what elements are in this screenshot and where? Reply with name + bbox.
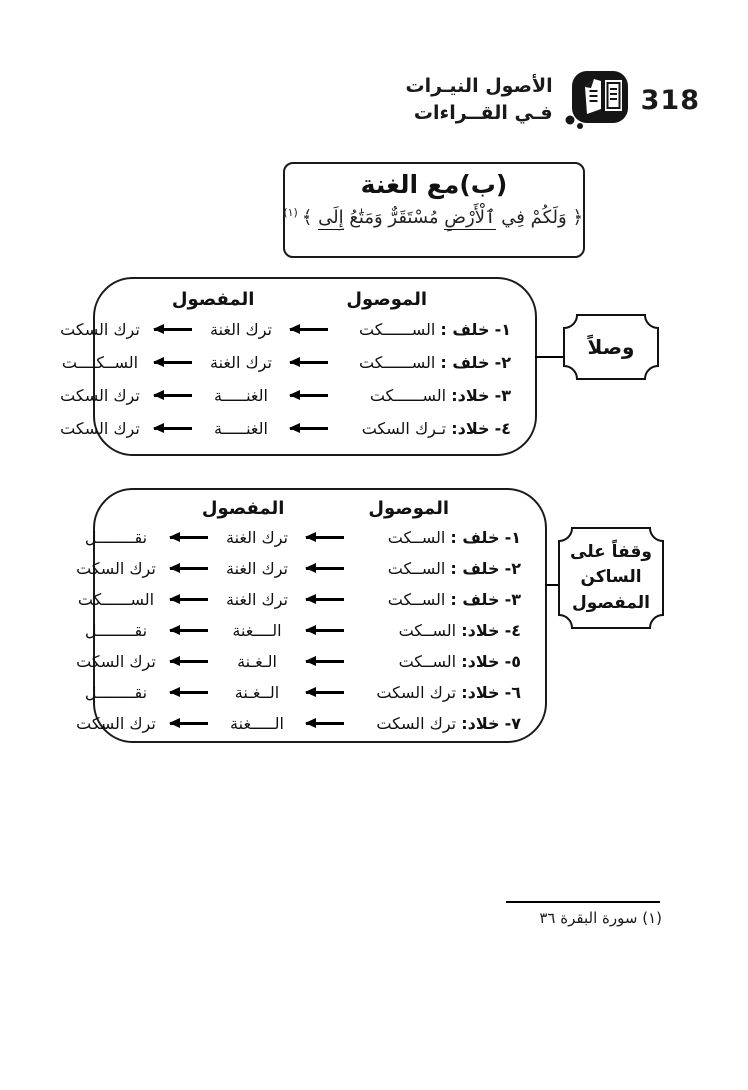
left-arrow-icon xyxy=(154,328,192,330)
left-arrow-icon xyxy=(154,361,192,363)
connected-term: الســكت xyxy=(387,528,446,547)
reader-name: خلف : xyxy=(440,320,490,339)
rule-row xyxy=(84,522,521,553)
separated-term: ترك السكت xyxy=(76,714,156,733)
connected-term: ترك السكت xyxy=(376,683,457,702)
rule-row xyxy=(61,346,511,379)
section-title-box xyxy=(283,162,585,258)
header-connected: الموصول xyxy=(368,498,449,519)
row-label-and-first-term xyxy=(351,714,521,733)
separated-term: نقــــــــل xyxy=(84,528,148,547)
separated-term: ترك السكت xyxy=(76,559,156,578)
connected-term: الســكت xyxy=(387,559,446,578)
row-label-and-first-term xyxy=(351,621,521,640)
row-label-and-first-term xyxy=(351,559,521,578)
separated-term: الســكــــت xyxy=(61,353,139,372)
row-number: ٣- xyxy=(494,386,511,405)
reader-name: خلاد: xyxy=(451,386,490,405)
separated-term: نقــــــــل xyxy=(84,621,148,640)
separated-term: ترك السكت xyxy=(60,320,140,339)
rule-row xyxy=(60,313,511,346)
row-number: ٧- xyxy=(504,714,521,733)
ghunnah-term: الـغـنة xyxy=(237,652,277,671)
ghunnah-term: ترك الغنة xyxy=(210,320,272,339)
page-header xyxy=(406,70,701,130)
left-arrow-icon xyxy=(290,361,328,363)
book-title-line2: فـي القــراءات xyxy=(413,102,553,124)
reader-name: خلف : xyxy=(450,559,500,578)
separated-term: ترك السكت xyxy=(76,652,156,671)
header-separated: المفصول xyxy=(171,289,255,310)
footnote-text: (١) سورة البقرة ٣٦ xyxy=(539,909,662,927)
verse-prefix: ﴿ وَلَكُمْ فِي xyxy=(495,207,583,228)
ghunnah-term: الــغـنة xyxy=(234,683,280,702)
rule-rows xyxy=(60,313,511,445)
row-number: ٢- xyxy=(494,353,511,372)
separated-term: ترك السكت xyxy=(60,386,140,405)
wasl-rules-box xyxy=(60,277,537,456)
ghunnah-term: الــــغنة xyxy=(232,621,282,640)
reader-name: خلف : xyxy=(440,353,490,372)
side-label-text xyxy=(563,314,659,380)
reader-name: خلاد: xyxy=(461,683,500,702)
verse-middle: مُسْتَقَرٌّ وَمَتَٰعُ xyxy=(343,207,445,228)
row-label-and-first-term xyxy=(351,683,521,702)
left-arrow-icon xyxy=(290,427,328,429)
row-label-and-first-term xyxy=(351,652,521,671)
left-arrow-icon xyxy=(306,536,344,538)
connected-term: ترك السكت xyxy=(376,714,457,733)
header-connected: الموصول xyxy=(346,289,427,310)
rule-row xyxy=(84,677,521,708)
connector-line xyxy=(535,356,565,358)
rule-row xyxy=(60,379,511,412)
column-headers xyxy=(119,498,521,519)
connected-term: الســــــكت xyxy=(369,386,447,405)
left-arrow-icon xyxy=(170,536,208,538)
header-separated: المفصول xyxy=(201,498,285,519)
connected-term: الســكت xyxy=(398,652,457,671)
side-label-text xyxy=(558,527,664,629)
rule-rows xyxy=(76,522,521,739)
left-arrow-icon xyxy=(290,394,328,396)
row-label-and-first-term xyxy=(351,528,521,547)
book-pages-icon xyxy=(565,70,629,130)
left-arrow-icon xyxy=(170,722,208,724)
reader-name: خلاد: xyxy=(451,419,490,438)
left-arrow-icon xyxy=(306,629,344,631)
section-title: (ب)مع الغنة xyxy=(360,170,508,199)
reader-name: خلف : xyxy=(450,590,500,609)
ghunnah-term: ترك الغنة xyxy=(226,559,288,578)
side-label-waqf xyxy=(558,527,664,629)
left-arrow-icon xyxy=(306,567,344,569)
rule-row xyxy=(84,615,521,646)
row-number: ٤- xyxy=(504,621,521,640)
left-arrow-icon xyxy=(306,660,344,662)
left-arrow-icon xyxy=(170,691,208,693)
connected-term: الســكت xyxy=(398,621,457,640)
connected-term: الســكت xyxy=(387,590,446,609)
page-number: 318 xyxy=(640,84,700,116)
reader-name: خلف : xyxy=(450,528,500,547)
side-label-line: وصلاً xyxy=(587,335,635,359)
left-arrow-icon xyxy=(306,598,344,600)
row-label-and-first-term xyxy=(335,320,511,339)
left-arrow-icon xyxy=(170,629,208,631)
left-arrow-icon xyxy=(290,328,328,330)
ghunnah-term: الغنـــــة xyxy=(214,419,268,438)
reader-name: خلاد: xyxy=(461,652,500,671)
book-title-line1: الأصول النيـرات xyxy=(405,75,553,98)
left-arrow-icon xyxy=(154,427,192,429)
left-arrow-icon xyxy=(306,722,344,724)
book-title xyxy=(406,73,553,126)
left-arrow-icon xyxy=(170,567,208,569)
separated-term: نقــــــــل xyxy=(84,683,148,702)
left-arrow-icon xyxy=(306,691,344,693)
row-number: ٢- xyxy=(504,559,521,578)
rule-row xyxy=(77,584,521,615)
footnote-marker: (١) xyxy=(283,206,298,219)
left-arrow-icon xyxy=(170,598,208,600)
row-number: ٤- xyxy=(494,419,511,438)
waqf-rules-box xyxy=(76,488,547,743)
reader-name: خلاد: xyxy=(461,621,500,640)
row-label-and-first-term xyxy=(351,590,521,609)
rule-row xyxy=(76,553,521,584)
side-label-wasl xyxy=(563,314,659,380)
row-label-and-first-term xyxy=(335,419,511,438)
row-number: ٥- xyxy=(504,652,521,671)
side-label-line: الساكن xyxy=(580,567,642,588)
ghunnah-term: الـــــغنة xyxy=(230,714,284,733)
rule-row xyxy=(76,646,521,677)
rule-row xyxy=(76,708,521,739)
row-label-and-first-term xyxy=(335,386,511,405)
footnote-separator xyxy=(506,901,660,903)
row-number: ٣- xyxy=(504,590,521,609)
verse-suffix: ﴾ xyxy=(301,207,319,228)
side-label-line: وقفاً على xyxy=(570,541,652,562)
quran-verse xyxy=(285,206,583,228)
connected-term: تـرك السكت xyxy=(361,419,447,438)
verse-underlined-word-2: إِلَى xyxy=(318,207,344,228)
separated-term: الســــــكت xyxy=(77,590,155,609)
separated-term: ترك السكت xyxy=(60,419,140,438)
row-label-and-first-term xyxy=(335,353,511,372)
ghunnah-term: ترك الغنة xyxy=(226,590,288,609)
connected-term: الســــــكت xyxy=(359,353,436,372)
connected-term: الســــــكت xyxy=(359,320,436,339)
ghunnah-term: الغنـــــة xyxy=(214,386,268,405)
left-arrow-icon xyxy=(154,394,192,396)
rule-row xyxy=(60,412,511,445)
row-number: ٦- xyxy=(504,683,521,702)
reader-name: خلاد: xyxy=(461,714,500,733)
row-number: ١- xyxy=(504,528,521,547)
side-label-line: المفصول xyxy=(572,592,651,613)
column-headers xyxy=(123,289,511,310)
verse-underlined-word-1: ٱلْأَرْضِ xyxy=(444,207,496,228)
row-number: ١- xyxy=(494,320,511,339)
ghunnah-term: ترك الغنة xyxy=(226,528,288,547)
left-arrow-icon xyxy=(170,660,208,662)
ghunnah-term: ترك الغنة xyxy=(210,353,272,372)
